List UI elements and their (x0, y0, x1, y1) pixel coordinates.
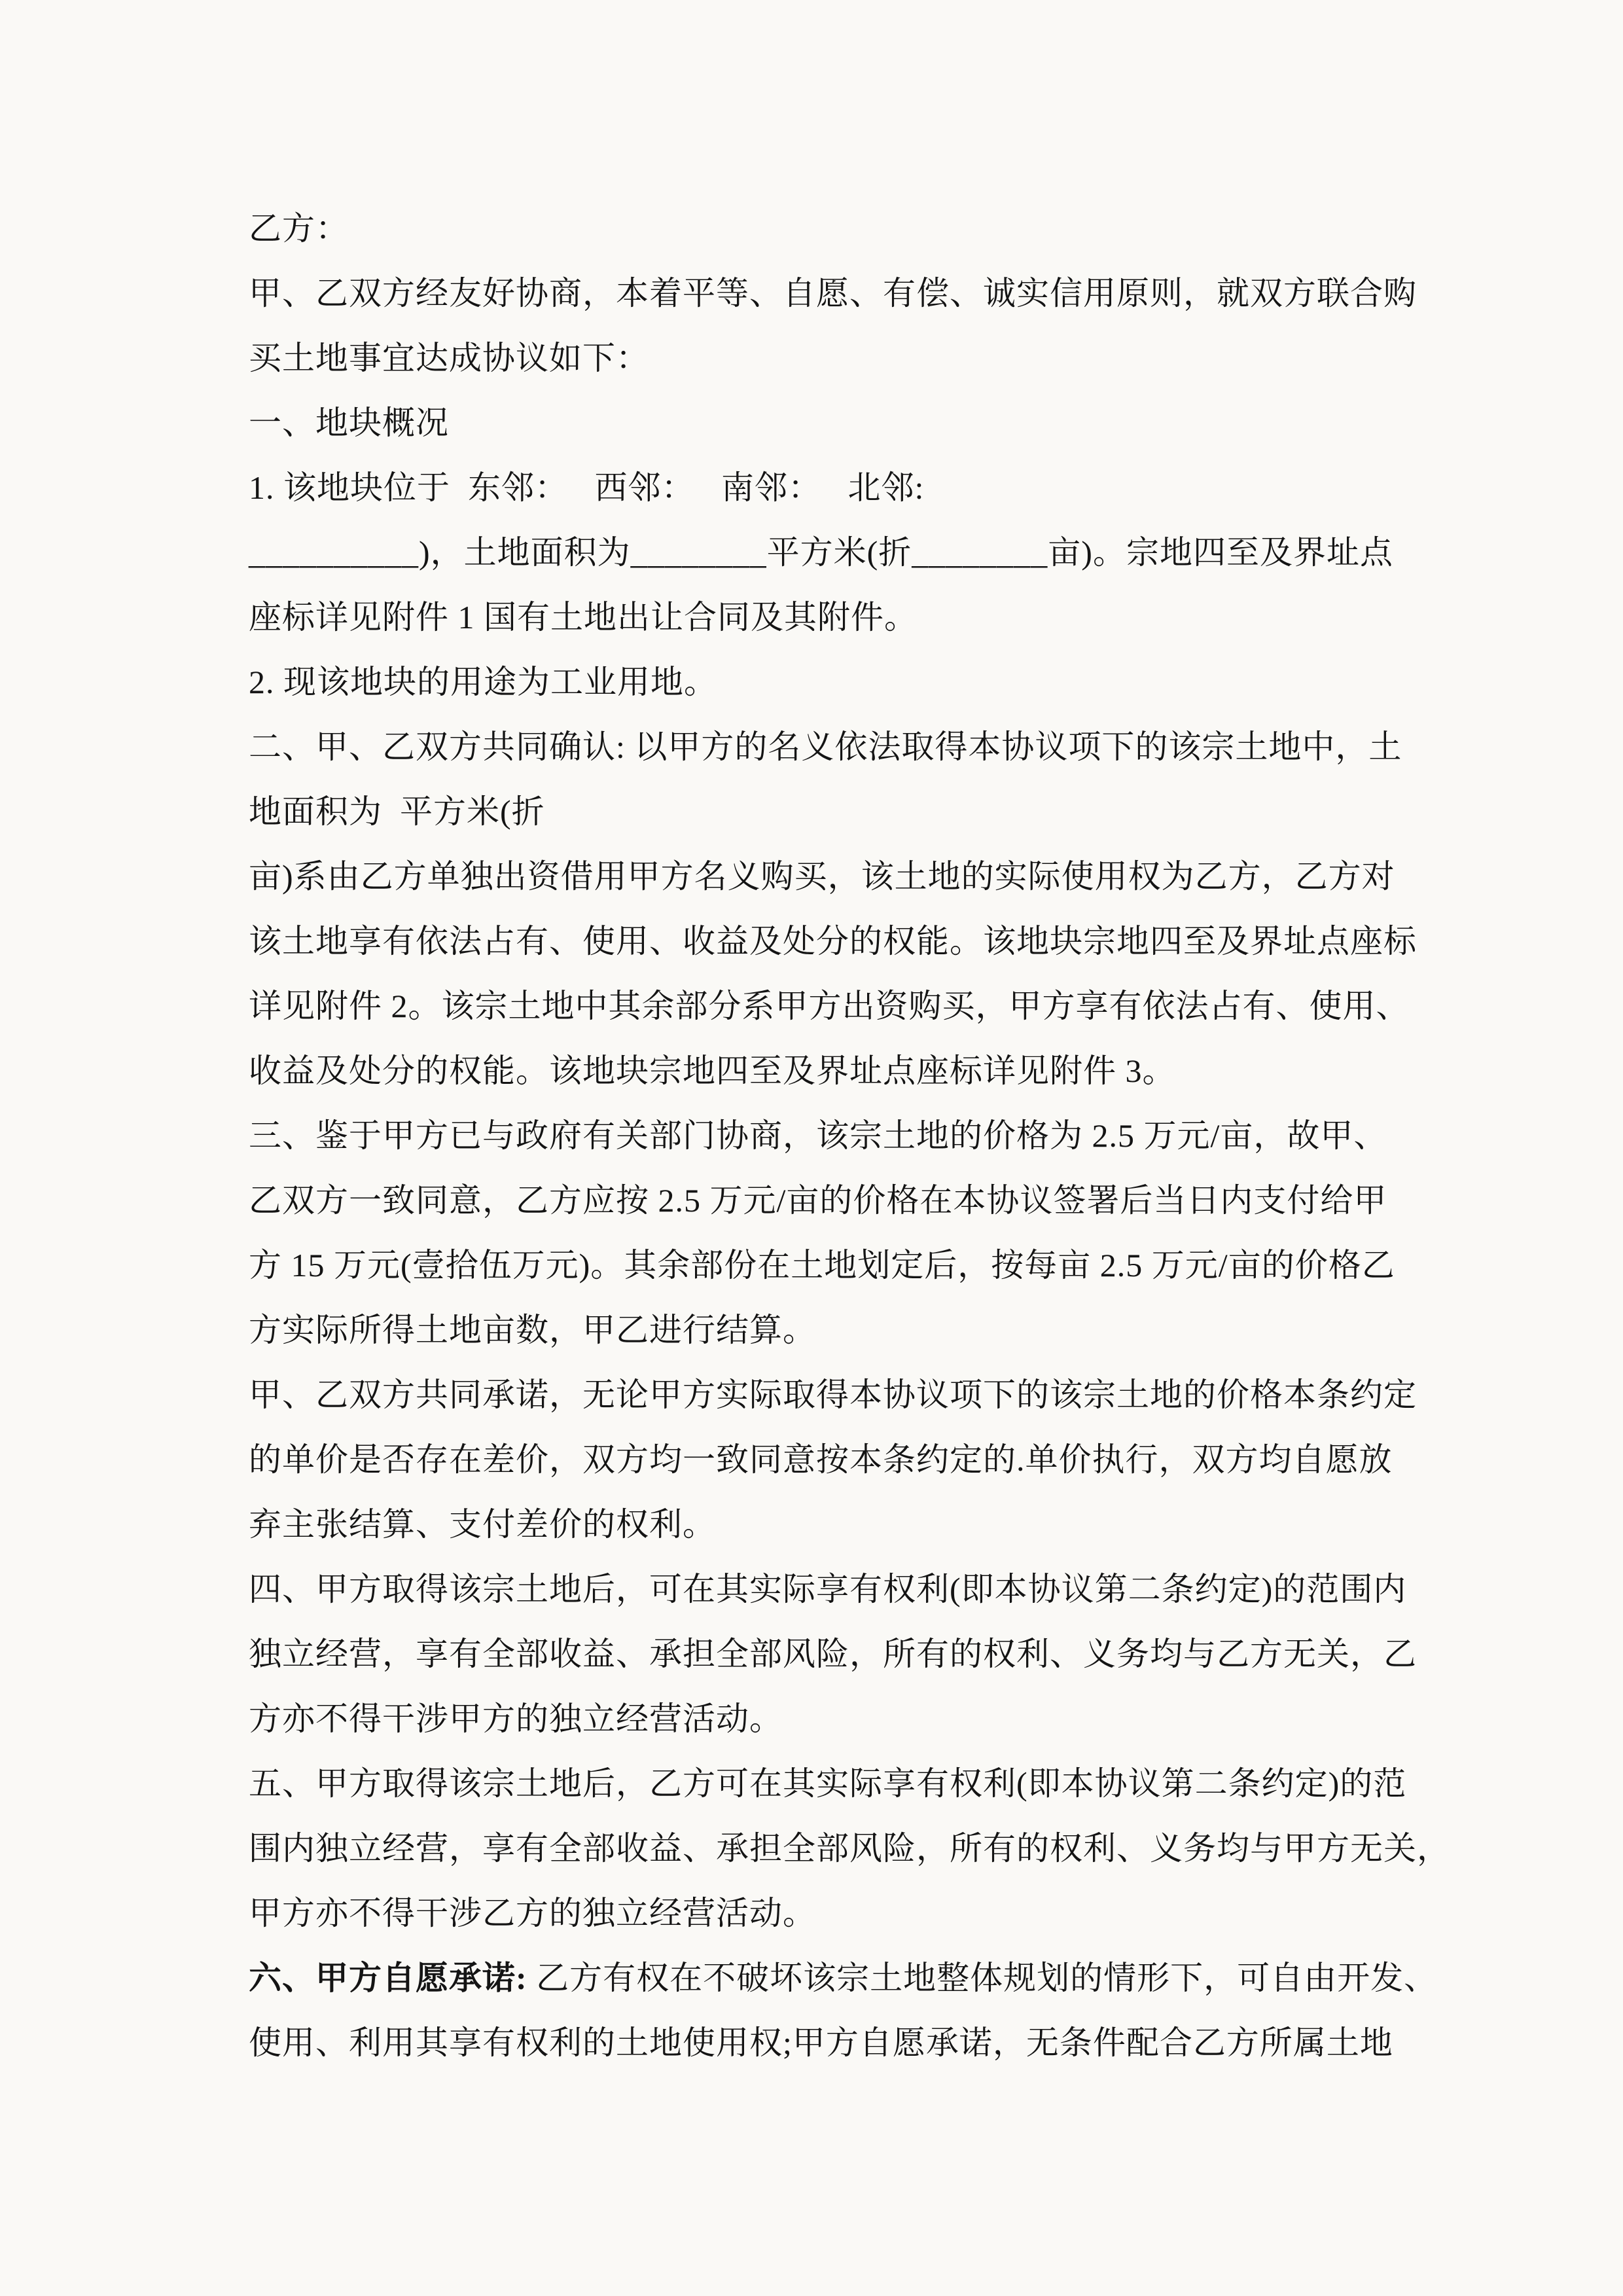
text-line-bold-prefix: 六、甲方自愿承诺: (249, 1960, 527, 1996)
document-body (249, 196, 1450, 2075)
text-line: 1. 该地块位于 东邻： 西邻： 南邻： 北邻: (249, 469, 925, 506)
text-line: 甲、乙双方共同承诺，无论甲方实际取得本协议项下的该宗土地的价格本条约定 (249, 1376, 1417, 1413)
text-line: 六、甲方自愿承诺: 乙方有权在不破坏该宗土地整体规划的情形下，可自由开发、 (249, 1960, 1438, 1996)
text-line: 收益及处分的权能。该地块宗地四至及界址点座标详见附件 3。 (249, 1052, 1176, 1089)
text-line: 一、地块概况 (249, 404, 449, 441)
text-line: 甲方亦不得干涉乙方的独立经营活动。 (249, 1895, 816, 1931)
text-line: 2. 现该地块的用途为工业用地。 (249, 664, 717, 700)
text-line: 方 15 万元(壹拾伍万元)。其余部份在土地划定后，按每亩 2.5 万元/亩的价格乙 (249, 1247, 1395, 1283)
text-line: 方实际所得土地亩数，甲乙进行结算。 (249, 1312, 816, 1348)
text-line: 买土地事宜达成协议如下： (249, 340, 649, 376)
text-line: 乙双方一致同意，乙方应按 2.5 万元/亩的价格在本协议签署后当日内支付给甲 (249, 1182, 1387, 1219)
text-line: 座标详见附件 1 国有土地出让合同及其附件。 (249, 599, 918, 636)
text-line: 方亦不得干涉甲方的独立经营活动。 (249, 1700, 783, 1737)
text-line: 的单价是否存在差价，双方均一致同意按本条约定的.单价执行，双方均自愿放 (249, 1441, 1393, 1478)
text-line: 五、甲方取得该宗土地后，乙方可在其实际享有权利(即本协议第二条约定)的范 (249, 1765, 1407, 1802)
text-line: 乙方： (249, 210, 349, 247)
text-line: 详见附件 2。该宗土地中其余部分系甲方出资购买，甲方享有依法占有、使用、 (249, 988, 1410, 1024)
text-line: 亩)系由乙方单独出资借用甲方名义购买，该土地的实际使用权为乙方，乙方对 (249, 858, 1395, 895)
text-line: 围内独立经营，享有全部收益、承担全部风险，所有的权利、义务均与甲方无关， (249, 1830, 1450, 1867)
text-line: 独立经营，享有全部收益、承担全部风险，所有的权利、义务均与乙方无关，乙 (249, 1636, 1417, 1672)
text-line: 甲、乙双方经友好协商，本着平等、自愿、有偿、诚实信用原则，就双方联合购 (249, 275, 1417, 312)
text-line: 使用、利用其享有权利的土地使用权;甲方自愿承诺，无条件配合乙方所属土地 (249, 2024, 1393, 2061)
text-line: 三、鉴于甲方已与政府有关部门协商，该宗土地的价格为 2.5 万元/亩，故甲、 (249, 1117, 1387, 1154)
text-line: 弃主张结算、支付差价的权利。 (249, 1506, 716, 1543)
text-line: 该土地享有依法占有、使用、收益及处分的权能。该地块宗地四至及界址点座标 (249, 923, 1417, 960)
text-line: 四、甲方取得该宗土地后，可在其实际享有权利(即本协议第二条约定)的范围内 (249, 1571, 1407, 1607)
text-line: 地面积为 平方米(折 (249, 793, 545, 830)
text-line: 二、甲、乙双方共同确认: 以甲方的名义依法取得本协议项下的该宗土地中，土 (249, 728, 1402, 765)
text-line: __________)，土地面积为________平方米(折________亩)。宗地四至及界址点 (249, 534, 1393, 571)
